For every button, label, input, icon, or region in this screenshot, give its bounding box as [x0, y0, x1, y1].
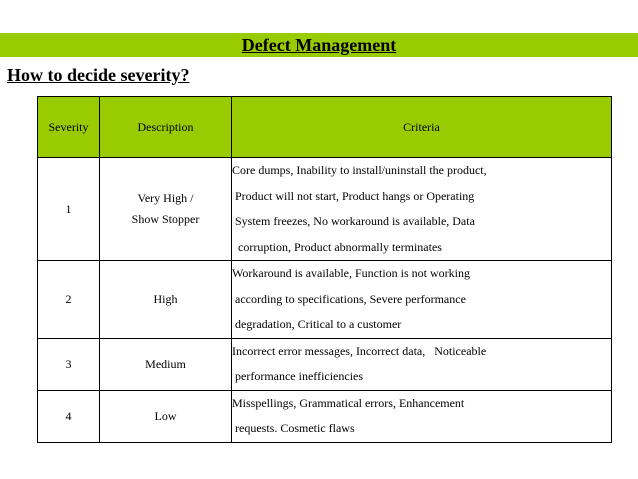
- title-banner: [0, 33, 638, 57]
- description-line: High: [153, 291, 178, 306]
- criteria-line: degradation, Critical to a customer: [235, 317, 402, 331]
- criteria-line: System freezes, No workaround is available, Data: [235, 214, 475, 228]
- table-row: [38, 390, 612, 442]
- description-line: Show Stopper: [131, 212, 200, 226]
- criteria-line: corruption, Product abnormally terminates: [238, 239, 442, 254]
- description-line: Medium: [145, 356, 186, 371]
- header-criteria: Criteria: [232, 97, 612, 158]
- criteria-line: performance inefficiencies: [235, 369, 364, 383]
- description-line: Low: [154, 408, 177, 423]
- criteria-cell: [232, 390, 612, 442]
- criteria-line: Incorrect error messages, Incorrect data, Noticeable: [232, 343, 487, 358]
- table-header-row: [38, 97, 612, 158]
- criteria-cell: [232, 261, 612, 339]
- criteria-line: Workaround is available, Function is not working: [232, 266, 470, 280]
- table-row: [38, 338, 612, 390]
- section-heading: How to decide severity?: [7, 65, 190, 85]
- page-title: Defect Management: [241, 35, 397, 55]
- criteria-line: according to specifications, Severe performance: [235, 291, 466, 306]
- description-cell: [100, 261, 232, 339]
- criteria-line: Product will not start, Product hangs or Operating: [235, 188, 475, 203]
- severity-cell: 4: [38, 390, 100, 442]
- table-row: [38, 158, 612, 261]
- description-cell: [100, 158, 232, 261]
- table-row: [38, 261, 612, 339]
- header-severity: Severity: [38, 97, 100, 158]
- criteria-cell: [232, 158, 612, 261]
- criteria-line: requests. Cosmetic flaws: [235, 421, 355, 435]
- header-description: Description: [100, 97, 232, 158]
- severity-table: [37, 96, 612, 443]
- description-cell: [100, 390, 232, 442]
- severity-cell: 1: [38, 158, 100, 261]
- severity-cell: 2: [38, 261, 100, 339]
- description-line: Very High /: [137, 191, 194, 205]
- criteria-line: Misspellings, Grammatical errors, Enhancement: [232, 395, 465, 410]
- severity-cell: 3: [38, 338, 100, 390]
- criteria-line: Core dumps, Inability to install/uninstall the product,: [232, 163, 487, 177]
- description-cell: [100, 338, 232, 390]
- criteria-cell: [232, 338, 612, 390]
